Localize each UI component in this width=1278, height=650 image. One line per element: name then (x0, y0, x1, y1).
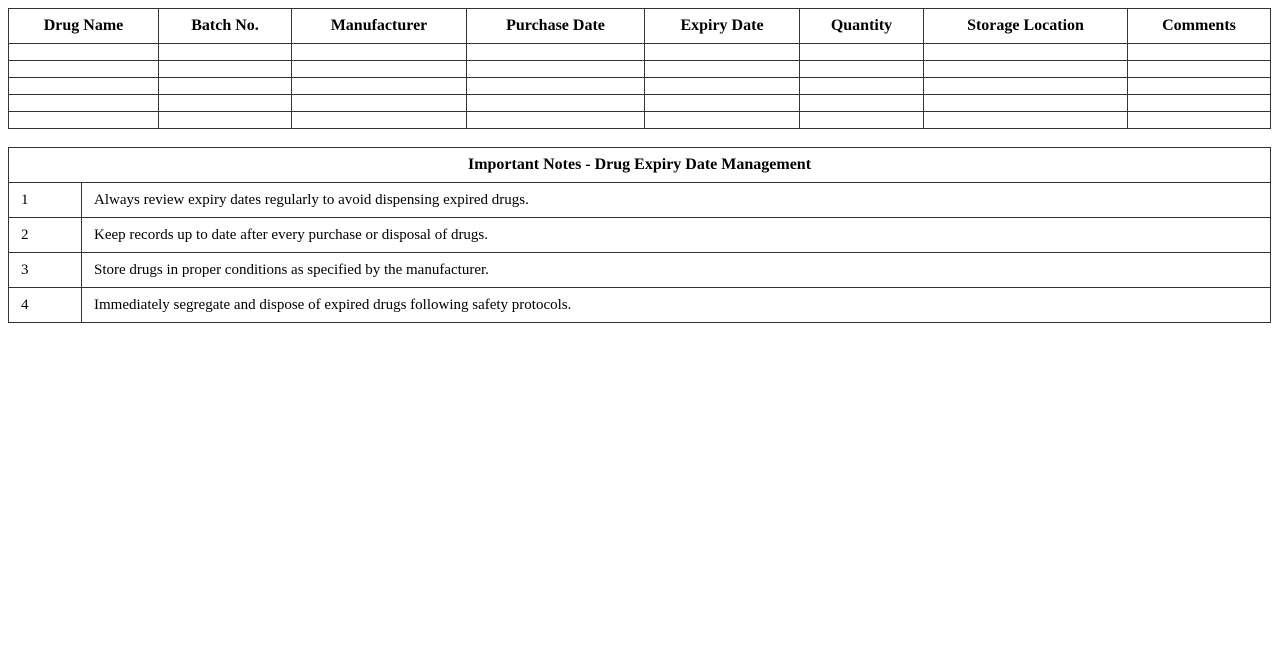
table-cell (467, 78, 645, 95)
table-cell (159, 44, 292, 61)
note-row (9, 253, 1271, 288)
inventory-header-row (9, 9, 1271, 44)
column-header-drug-name: Drug Name (9, 9, 159, 44)
table-row (9, 61, 1271, 78)
note-row (9, 183, 1271, 218)
table-cell (800, 61, 924, 78)
table-cell (1128, 61, 1271, 78)
table-cell (467, 44, 645, 61)
column-header-batch-no: Batch No. (159, 9, 292, 44)
table-cell (292, 78, 467, 95)
table-cell (9, 78, 159, 95)
column-header-purchase-date: Purchase Date (467, 9, 645, 44)
table-cell (800, 44, 924, 61)
table-cell (1128, 95, 1271, 112)
table-cell (292, 112, 467, 129)
table-cell (645, 112, 800, 129)
column-header-quantity: Quantity (800, 9, 924, 44)
note-text: Always review expiry dates regularly to avoid dispensing expired drugs. (82, 183, 1271, 218)
table-cell (467, 61, 645, 78)
table-cell (9, 61, 159, 78)
note-number: 3 (9, 253, 82, 288)
table-cell (1128, 44, 1271, 61)
note-text: Store drugs in proper conditions as specified by the manufacturer. (82, 253, 1271, 288)
note-number: 4 (9, 288, 82, 323)
table-cell (292, 95, 467, 112)
table-cell (924, 95, 1128, 112)
table-cell (467, 95, 645, 112)
table-cell (159, 95, 292, 112)
note-number: 1 (9, 183, 82, 218)
table-cell (645, 44, 800, 61)
table-cell (645, 78, 800, 95)
important-notes-table (8, 147, 1271, 323)
table-row (9, 44, 1271, 61)
note-row (9, 288, 1271, 323)
table-cell (800, 112, 924, 129)
table-cell (1128, 78, 1271, 95)
notes-title: Important Notes - Drug Expiry Date Management (9, 148, 1271, 183)
column-header-expiry-date: Expiry Date (645, 9, 800, 44)
table-cell (467, 112, 645, 129)
table-row (9, 112, 1271, 129)
table-cell (159, 61, 292, 78)
document-page (0, 0, 1278, 323)
note-text: Keep records up to date after every purchase or disposal of drugs. (82, 218, 1271, 253)
table-cell (159, 112, 292, 129)
table-cell (292, 44, 467, 61)
table-cell (924, 112, 1128, 129)
column-header-manufacturer: Manufacturer (292, 9, 467, 44)
table-cell (924, 61, 1128, 78)
column-header-comments: Comments (1128, 9, 1271, 44)
table-cell (1128, 112, 1271, 129)
table-row (9, 95, 1271, 112)
table-cell (9, 95, 159, 112)
note-number: 2 (9, 218, 82, 253)
table-cell (924, 78, 1128, 95)
table-cell (292, 61, 467, 78)
table-cell (924, 44, 1128, 61)
column-header-storage-location: Storage Location (924, 9, 1128, 44)
table-cell (9, 112, 159, 129)
note-row (9, 218, 1271, 253)
table-row (9, 78, 1271, 95)
table-cell (645, 61, 800, 78)
table-cell (159, 78, 292, 95)
notes-title-row (9, 148, 1271, 183)
table-cell (645, 95, 800, 112)
drug-inventory-table (8, 8, 1271, 129)
table-cell (9, 44, 159, 61)
note-text: Immediately segregate and dispose of expired drugs following safety protocols. (82, 288, 1271, 323)
table-cell (800, 95, 924, 112)
table-cell (800, 78, 924, 95)
